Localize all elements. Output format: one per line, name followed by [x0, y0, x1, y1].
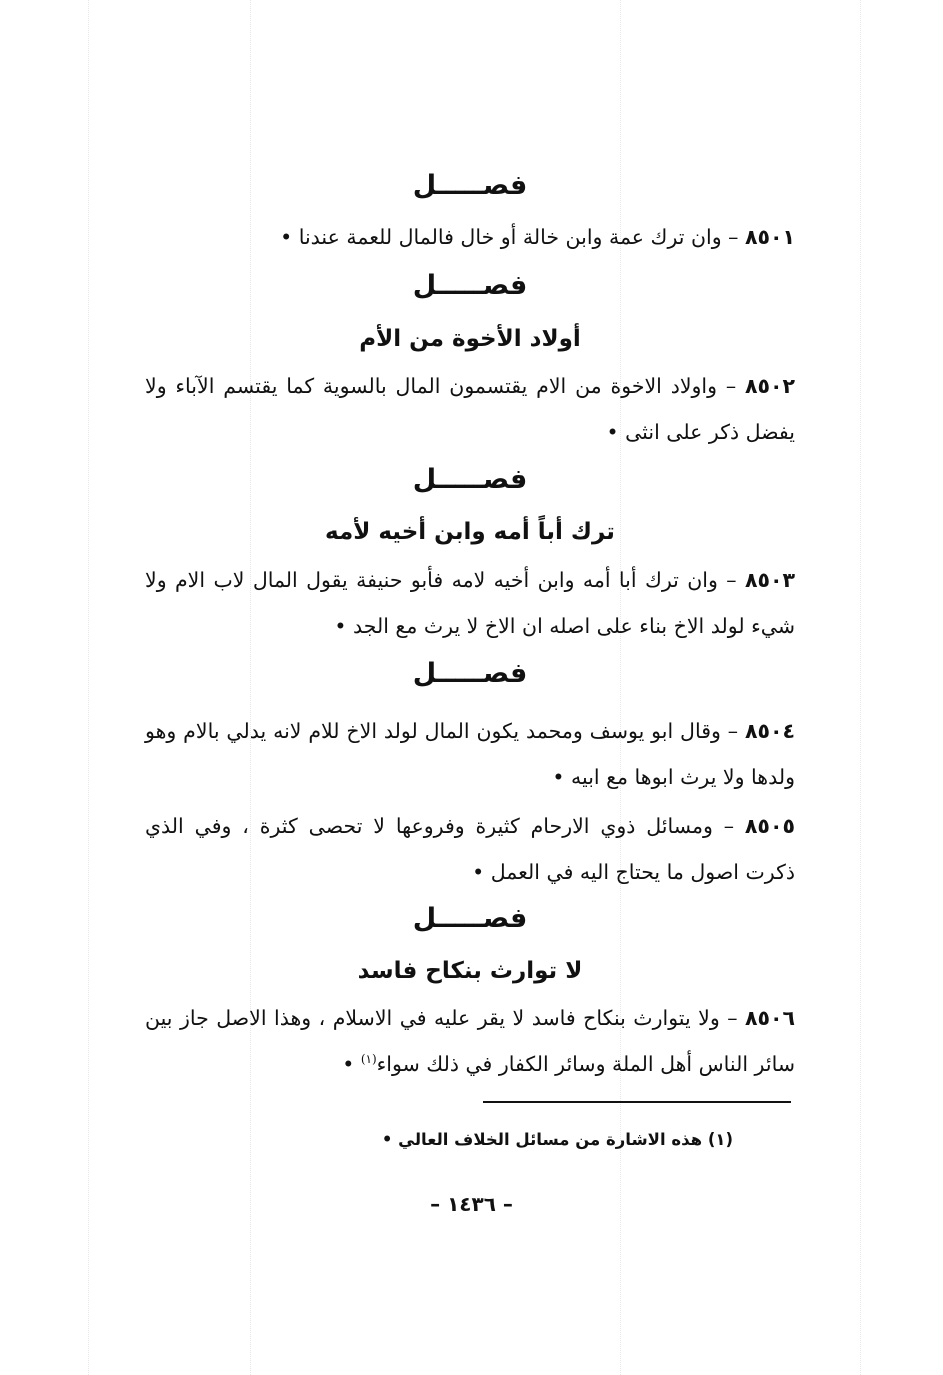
section-heading: فصـــــل — [412, 658, 528, 689]
paragraph-number: ٨٥٠٢ — [744, 374, 795, 398]
footnote: (١) هذه الاشارة من مسائل الخلاف العالي • — [381, 1130, 733, 1149]
paragraph-8504 — [145, 708, 795, 800]
section-heading: فصـــــل — [412, 170, 528, 201]
paragraph-8506 — [145, 995, 795, 1087]
paragraph-number: ٨٥٠٥ — [744, 814, 795, 838]
section-subheading: أولاد الأخوة من الأم — [359, 326, 581, 352]
paragraph-number: ٨٥٠١ — [744, 225, 795, 249]
paragraph-text: – وقال ابو يوسف ومحمد يكون المال لولد الاخ للام لانه يدلي بالام وهو ولدها ولا يرث ابوها مع ابيه • — [145, 719, 795, 789]
page-content — [145, 0, 795, 1375]
paragraph-text: – واولاد الاخوة من الام يقتسمون المال بالسوية كما يقتسم الآباء ولا يفضل ذكر على انثى • — [145, 374, 795, 444]
paragraph-8505 — [145, 803, 795, 895]
scan-mark — [860, 0, 861, 1375]
footnote-marker: (١) — [360, 1052, 377, 1067]
page-number: – ١٤٣٦ – — [430, 1192, 513, 1216]
paragraph-end-mark: • — [342, 1052, 361, 1076]
footnote-separator — [483, 1101, 791, 1103]
paragraph-8502 — [145, 363, 795, 455]
section-heading: فصـــــل — [412, 270, 528, 301]
paragraph-text: – وان ترك أبا أمه وابن أخيه لامه فأبو حنيفة يقول المال لاب الام ولا شيء لولد الاخ بناء على اصله ان الاخ لا يرث مع الجد • — [145, 568, 795, 638]
paragraph-text: – ومسائل ذوي الارحام كثيرة وفروعها لا تحصى كثرة ، وفي الذي ذكرت اصول ما يحتاج اليه في العمل • — [145, 814, 795, 884]
paragraph-8503 — [145, 557, 795, 649]
section-heading: فصـــــل — [412, 903, 528, 934]
paragraph-number: ٨٥٠٤ — [744, 719, 795, 743]
section-heading: فصـــــل — [412, 464, 528, 495]
paragraph-number: ٨٥٠٦ — [744, 1006, 795, 1030]
paragraph-number: ٨٥٠٣ — [744, 568, 795, 592]
paragraph-8501 — [145, 214, 795, 260]
section-subheading: ترك أباً أمه وابن أخيه لأمه — [325, 519, 615, 545]
scan-mark — [88, 0, 89, 1375]
paragraph-text: – وان ترك عمة وابن خالة أو خال فالمال للعمة عندنا • — [280, 225, 739, 249]
paragraph-text: – ولا يتوارث بنكاح فاسد لا يقر عليه في الاسلام ، وهذا الاصل جاز بين سائر الناس أهل الملة وسائر الكفار في ذلك سواء — [145, 1006, 795, 1076]
section-subheading: لا توارث بنكاح فاسد — [357, 958, 583, 984]
